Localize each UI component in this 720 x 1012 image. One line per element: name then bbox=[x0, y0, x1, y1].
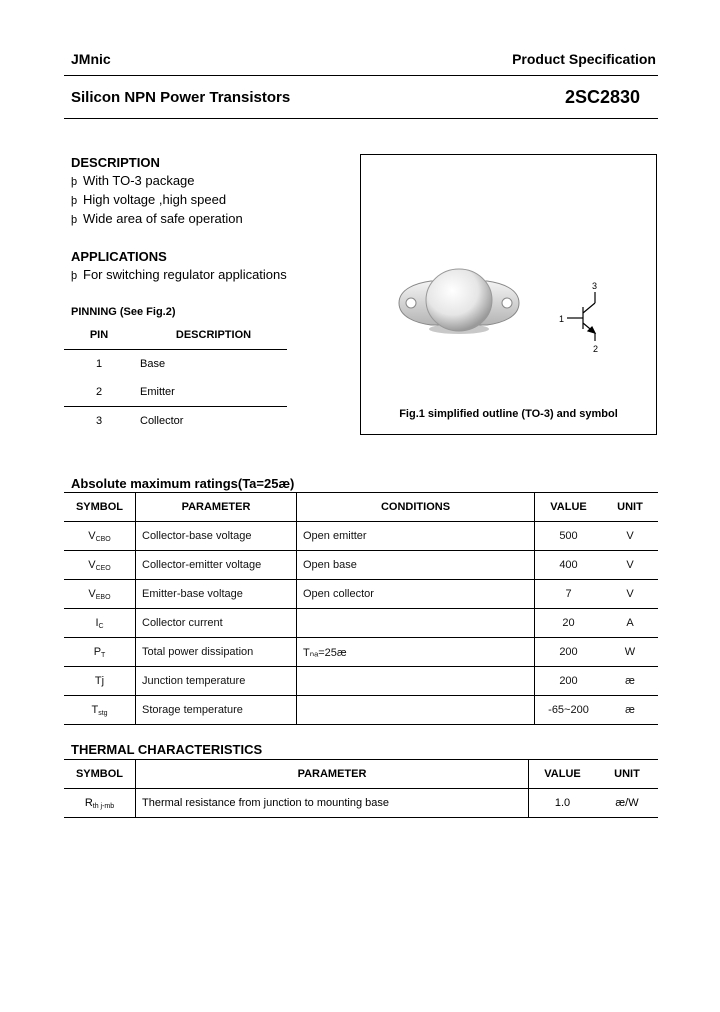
ratings-table bbox=[64, 492, 658, 725]
description-item: þ Wide area of safe operation bbox=[71, 211, 243, 226]
table-row: $P_T$ Total power dissipation Tₙₐ=25æ 200 W bbox=[64, 638, 658, 667]
bullet-mark: þ bbox=[71, 214, 78, 226]
figure-box bbox=[360, 154, 657, 435]
pinning-heading: PINNING (See Fig.2) bbox=[71, 306, 176, 318]
col-symbol: SYMBOL bbox=[64, 493, 136, 522]
part-number: 2SC2830 bbox=[564, 87, 640, 107]
table-row: 3 Collector bbox=[95, 415, 184, 427]
title-rule bbox=[64, 118, 658, 119]
brand-name: JMnic bbox=[71, 51, 111, 67]
to3-package-icon bbox=[399, 269, 519, 334]
table-row: $R_{th j-mb}$ Thermal resistance from junction to mounting base 1.0 æ/W bbox=[64, 789, 658, 818]
bullet-mark: þ bbox=[71, 270, 78, 282]
col-unit: UNIT bbox=[596, 760, 658, 789]
col-value: VALUE bbox=[535, 493, 603, 522]
col-pin: PIN bbox=[64, 321, 134, 350]
bullet-mark: þ bbox=[71, 195, 78, 207]
table-row: $I_C$ Collector current 20 A bbox=[64, 609, 658, 638]
table-row: $T_{stg}$ Storage temperature -65~200 æ bbox=[64, 696, 658, 725]
table-row: Tj Junction temperature 200 æ bbox=[64, 667, 658, 696]
npn-transistor-symbol-icon bbox=[567, 292, 595, 341]
ratings-heading: Absolute maximum ratings(Ta=25æ) bbox=[71, 476, 295, 491]
table-row: $V_{CBO}$ Collector-base voltage Open emitter 500 V bbox=[64, 522, 658, 551]
col-parameter: PARAMETER bbox=[136, 493, 297, 522]
col-symbol: SYMBOL bbox=[64, 760, 136, 789]
doc-type: Product Specification bbox=[512, 51, 656, 67]
page-title: Silicon NPN Power Transistors bbox=[71, 89, 291, 106]
header-rule bbox=[64, 75, 658, 76]
pin-label-collector: 3 bbox=[592, 281, 598, 291]
pin-label-base: 1 bbox=[559, 314, 565, 324]
table-row: 2 Emitter bbox=[64, 378, 287, 407]
col-conditions: CONDITIONS bbox=[297, 493, 535, 522]
to3-outline-and-symbol bbox=[361, 155, 658, 436]
col-unit: UNIT bbox=[602, 493, 658, 522]
pinning-table bbox=[64, 321, 287, 435]
description-heading: DESCRIPTION bbox=[71, 155, 160, 170]
col-value: VALUE bbox=[529, 760, 597, 789]
table-row: 1 Base bbox=[95, 358, 166, 370]
applications-heading: APPLICATIONS bbox=[71, 249, 167, 264]
application-item: þ For switching regulator applications bbox=[71, 267, 287, 282]
col-parameter: PARAMETER bbox=[136, 760, 529, 789]
thermal-table bbox=[64, 759, 658, 818]
table-row: $V_{CEO}$ Collector-emitter voltage Open base 400 V bbox=[64, 551, 658, 580]
table-row: $V_{EBO}$ Emitter-base voltage Open collector 7 V bbox=[64, 580, 658, 609]
col-description: DESCRIPTION bbox=[134, 321, 287, 350]
figure-caption: Fig.1 simplified outline (TO-3) and symbol bbox=[399, 408, 618, 420]
description-item: þ With TO-3 package bbox=[71, 173, 195, 188]
thermal-heading: THERMAL CHARACTERISTICS bbox=[71, 742, 263, 757]
bullet-mark: þ bbox=[71, 176, 78, 188]
description-item: þ High voltage ,high speed bbox=[71, 192, 227, 207]
pin-label-emitter: 2 bbox=[593, 344, 599, 354]
